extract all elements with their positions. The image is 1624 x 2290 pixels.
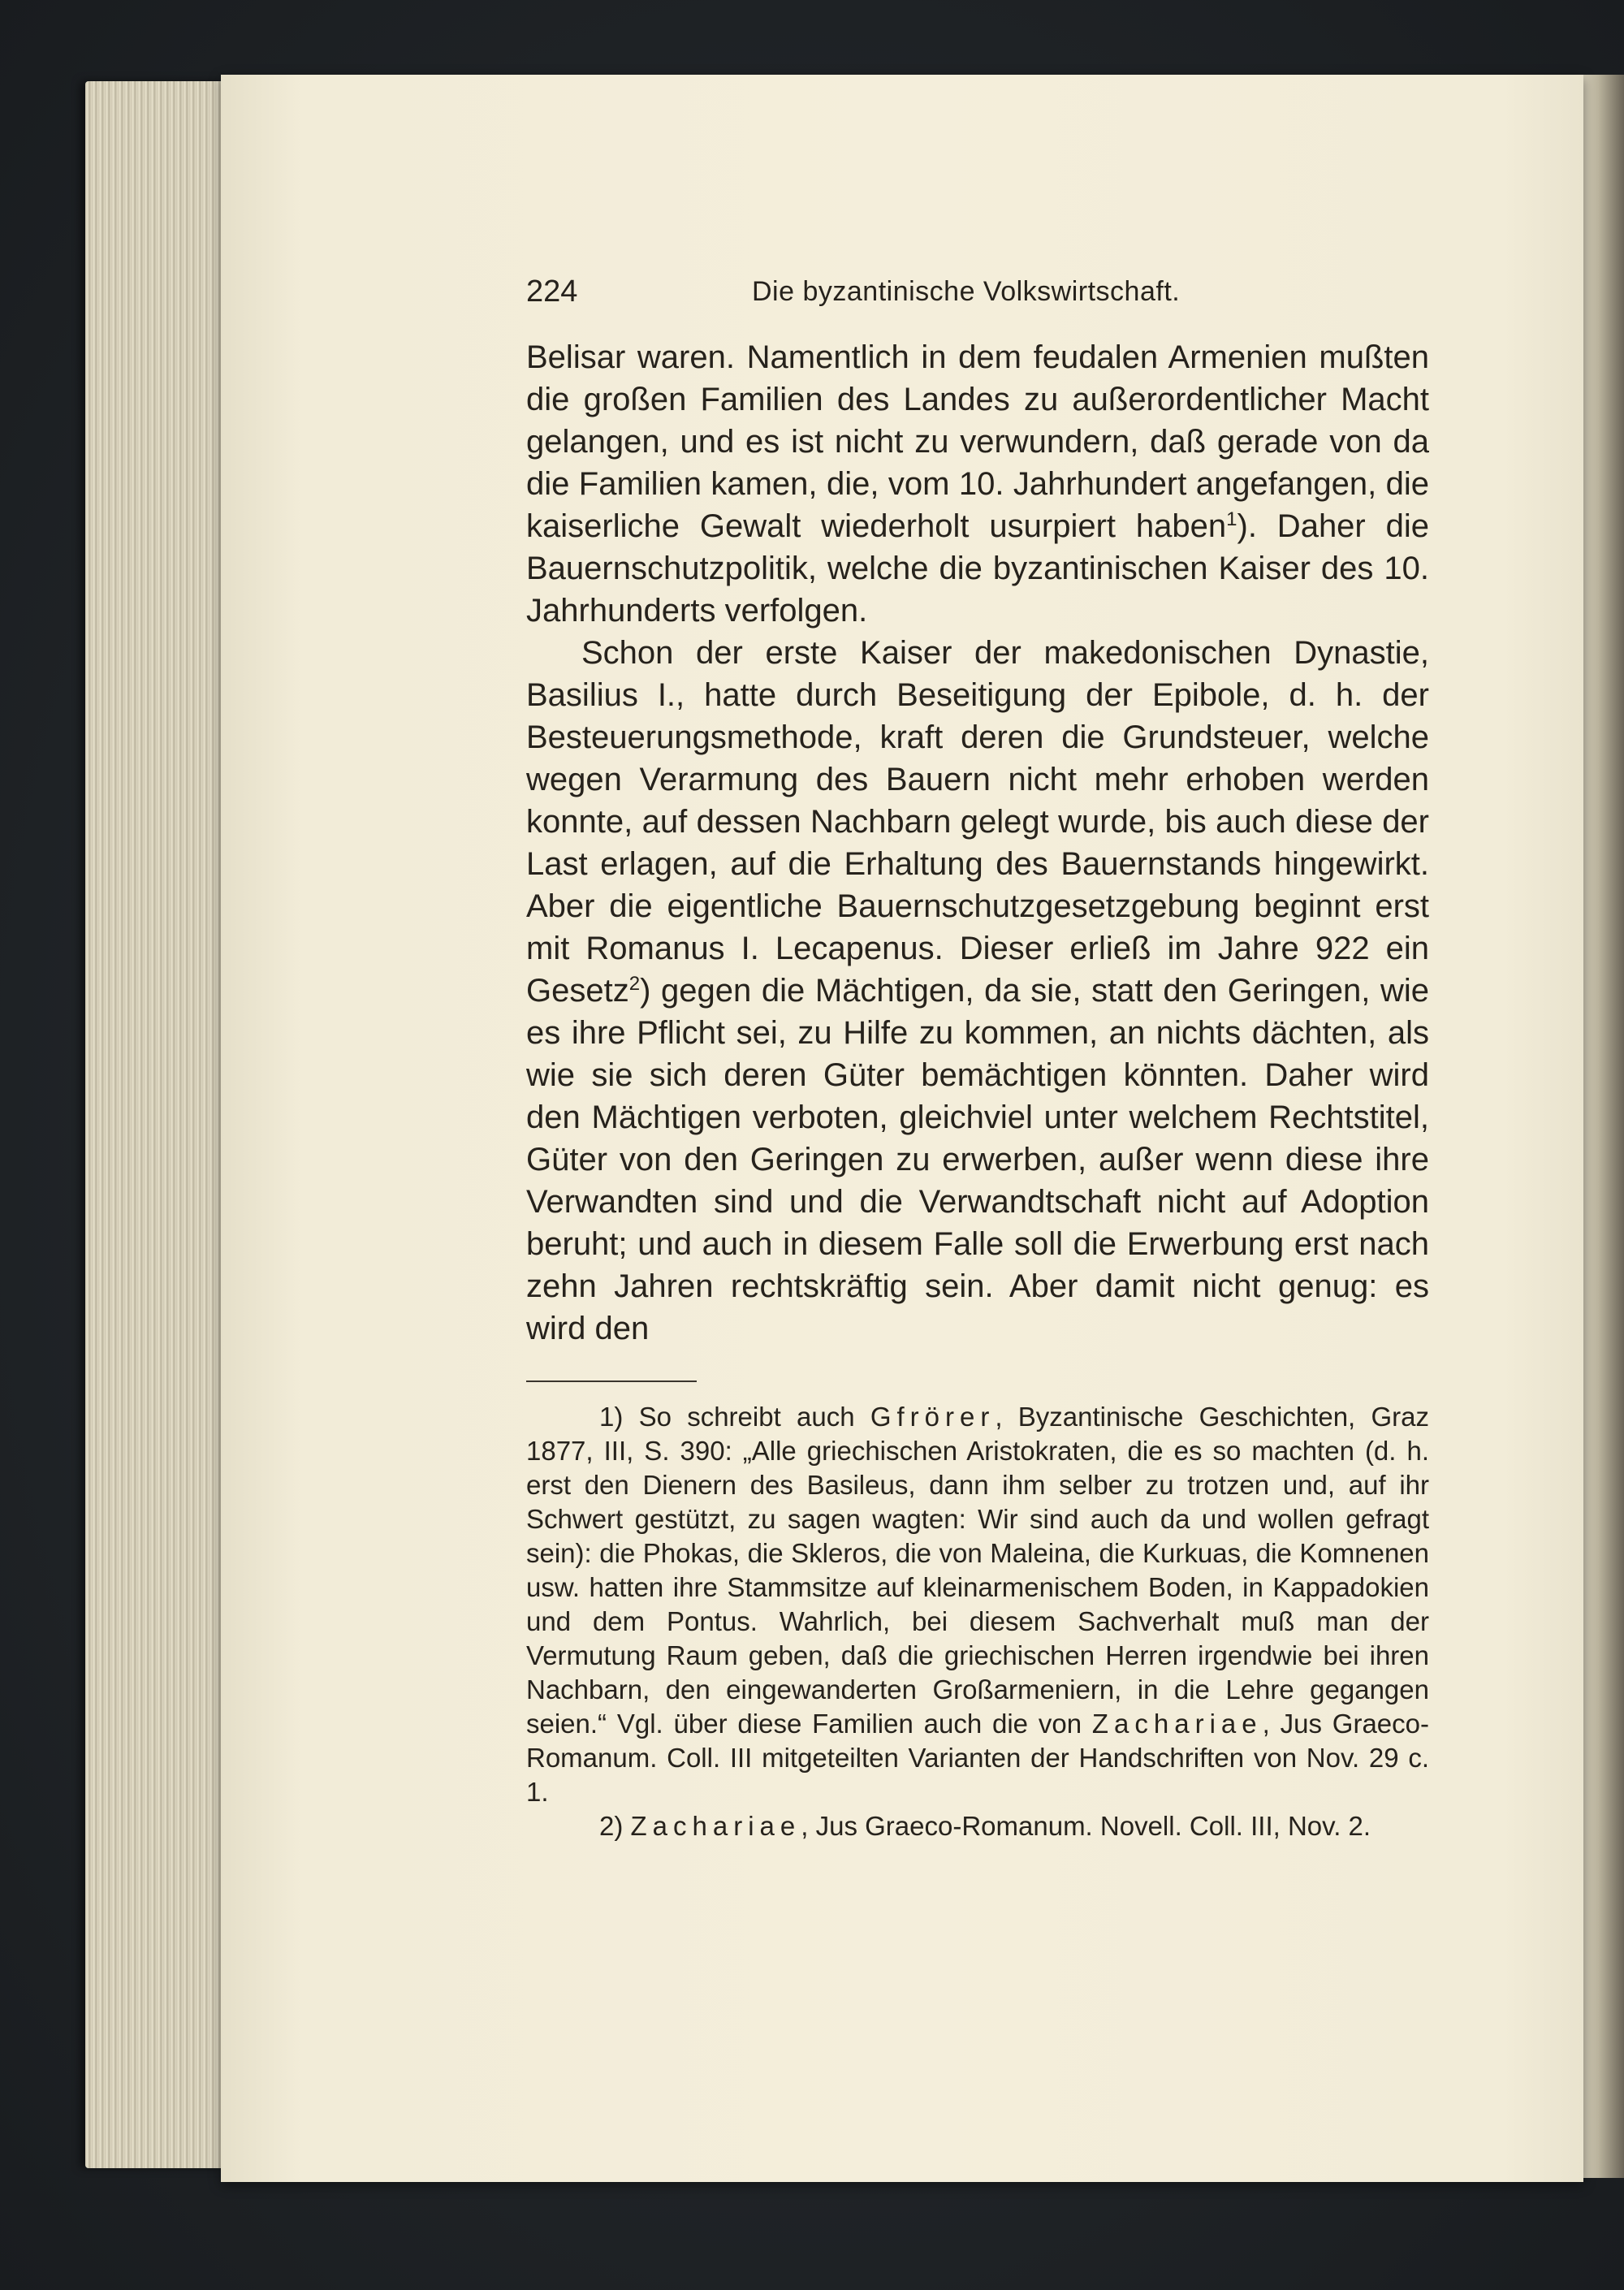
body-text (526, 336, 1429, 1350)
footnote-1-text: , Byzantinische Geschichten, Graz 1877, III, S. 390: „Alle griechischen Aristokraten, die es so machten (d. h. erst den Dienern des Basileus, dann ihm selber zu trotzen und, auf ihr Schwert gestützt, zu sagen wagten: Wir sind auch da und wollen gefragt sein): die Phokas, die Skleros, die von Maleina, die Kurkuas, die Komnenen usw. hatten ihre Stammsitze auf kleinarmenischem Boden, in Kappadokien und dem Pontus. Wahrlich, bei diesem Sachverhalt muß man der Vermutung Raum geben, daß die griechischen Herren irgendwie bei ihren Nachbarn, den eingewanderten Großarmeniern, in die Lehre gegangen seien.“ Vgl. über diese Familien auch die von (526, 1402, 1429, 1739)
footnote-1-text-2: , Jus Graeco-Romanum. Coll. III mitgeteilten Varianten der Handschriften von Nov. 29 c. 1. (526, 1709, 1429, 1807)
footnote-ref-1: 1 (1226, 508, 1237, 530)
paragraph-2 (526, 632, 1429, 1350)
footnote-2-marker: 2) (599, 1811, 631, 1841)
footnote-1-author: Gfrörer (870, 1402, 996, 1432)
footnote-1 (526, 1400, 1429, 1809)
footnote-1-marker: 1) So schreibt auch (599, 1402, 870, 1432)
footnotes (526, 1400, 1429, 1843)
footnote-2-author: Zachariae (630, 1811, 801, 1841)
paragraph-1 (526, 336, 1429, 632)
footnote-rule (526, 1380, 697, 1382)
book-page-edges (85, 81, 225, 2168)
page-header (526, 268, 1429, 317)
book-right-edge (1582, 75, 1624, 2178)
footnote-2-text: , Jus Graeco-Romanum. Novell. Coll. III, Nov. 2. (801, 1811, 1371, 1841)
footnote-2 (526, 1809, 1429, 1843)
page-number: 224 (526, 274, 578, 309)
running-title: Die byzantinische Volkswirtschaft. (752, 276, 1181, 307)
footnote-1-author-2: Zachariae (1091, 1709, 1263, 1739)
paragraph-1-text-b: ). Daher die Bauernschutzpolitik, welche die byzantinischen Kaiser des 10. Jahrhunderts verfolgen. (526, 508, 1430, 629)
page-content (526, 268, 1429, 1843)
footnote-ref-2: 2 (628, 973, 641, 995)
paragraph-2-text-b: ) gegen die Mächtigen, da sie, statt den Geringen, wie es ihre Pflicht sei, zu Hilfe zu kommen, an nichts dächten, als wie sie sich deren Güter bemächtigen könnten. Daher wird den Mächtigen verboten, gleichviel unter welchem Rechtstitel, Güter von den Geringen zu erwerben, außer wenn diese ihre Verwandten sind und die Verwandtschaft nicht auf Adoption beruht; und auch in diesem Falle soll die Erwerbung erst nach zehn Jahren rechtskräftig sein. Aber damit nicht genug: es wird den (526, 973, 1429, 1346)
paragraph-2-text-a: Schon der erste Kaiser der makedonischen Dynastie, Basilius I., hatte durch Beseitigung der Epibole, d. h. der Besteuerungsmethode, kraft deren die Grundsteuer, welche wegen Verarmung des Bauern nicht mehr erhoben werden konnte, auf dessen Nachbarn gelegt wurde, bis auch diese der Last erlagen, auf die Erhaltung des Bauernstands hingewirkt. Aber die eigentliche Bauernschutzgesetzgebung beginnt erst mit Romanus I. Lecapenus. Dieser erließ im Jahre 922 ein Gesetz (526, 635, 1429, 1009)
paragraph-1-text-a: Belisar waren. Namentlich in dem feudalen Armenien mußten die großen Familien des Landes zu außerordentlicher Macht gelangen, und es ist nicht zu verwundern, daß gerade von da die Familien kamen, die, vom 10. Jahrhundert angefangen, die kaiserliche Gewalt wiederholt usurpiert haben (526, 339, 1429, 544)
